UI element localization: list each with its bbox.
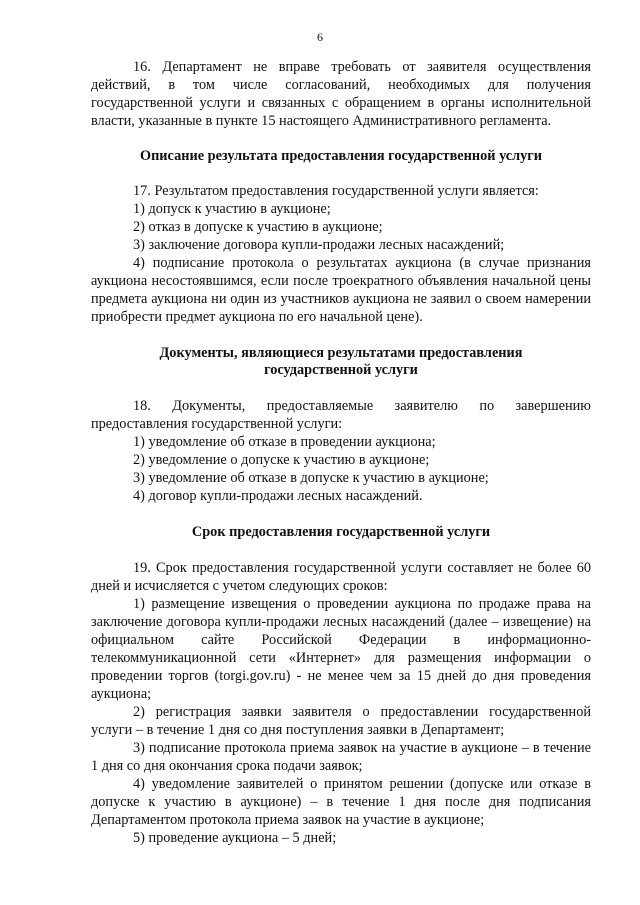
term-item-5: 5) проведение аукциона – 5 дней; bbox=[133, 830, 337, 846]
paragraph-16: 16. Департамент не вправе требовать от заявителя осуществления действий, в том числе согласований, необходимых для получения государственной услуги и связанных с обращением в органы исполнительной власти, указанные в пункте 15 настоящего Административного регламента. bbox=[91, 59, 591, 129]
heading-documents-line-1: Документы, являющиеся результатами предоставления bbox=[159, 345, 523, 361]
document-item-3: 3) уведомление об отказе в допуске к участию в аукционе; bbox=[133, 470, 489, 486]
term-item-1: 1) размещение извещения о проведении аукциона по продаже права на заключение договора купли-продажи лесных насаждений (далее – извещение) на официальном сайте Российской Федерации в информационно-телекоммуникационной сети «Интернет» для размещения информации о проведении торгов (torgi.gov.ru) - не менее чем за 15 дней до дня проведения аукциона; bbox=[91, 596, 591, 702]
document-item-1: 1) уведомление об отказе в проведении аукциона; bbox=[133, 434, 436, 450]
term-item-3: 3) подписание протокола приема заявок на участие в аукционе – в течение 1 дня со дня окончания срока подачи заявок; bbox=[91, 740, 591, 774]
result-item-4: 4) подписание протокола о результатах аукциона (в случае признания аукциона несостоявшимся, если после троекратного объявления начальной цены предмета аукциона ни один из участников аукциона не заявил о своем намерении приобрести предмет аукциона по его начальной цене). bbox=[91, 255, 591, 325]
heading-documents-line-2: государственной услуги bbox=[264, 362, 418, 378]
page-number: 6 bbox=[317, 30, 323, 44]
paragraph-17: 17. Результатом предоставления государственной услуги является: bbox=[133, 183, 539, 199]
document-item-4: 4) договор купли-продажи лесных насаждений. bbox=[133, 488, 423, 504]
document-item-2: 2) уведомление о допуске к участию в аукционе; bbox=[133, 452, 430, 468]
result-item-3: 3) заключение договора купли-продажи лесных насаждений; bbox=[133, 237, 505, 253]
term-item-4: 4) уведомление заявителей о принятом решении (допуске или отказе в допуске к участию в аукционе) – в течение 1 дня после дня подписания Департаментом протокола приема заявок на участие в аукционе; bbox=[91, 776, 591, 828]
result-item-2: 2) отказ в допуске к участию в аукционе; bbox=[133, 219, 383, 235]
heading-service-term: Срок предоставления государственной услуги bbox=[191, 524, 491, 540]
document-body bbox=[91, 58, 591, 847]
term-item-2: 2) регистрация заявки заявителя о предоставлении государственной услуги – в течение 1 дня со дня поступления заявки в Департамент; bbox=[91, 704, 591, 738]
result-item-1: 1) допуск к участию в аукционе; bbox=[133, 201, 331, 217]
heading-result-description: Описание результата предоставления государственной услуги bbox=[139, 148, 543, 164]
paragraph-18: 18. Документы, предоставляемые заявителю по завершению предоставления государственной услуги: bbox=[91, 398, 591, 432]
paragraph-19: 19. Срок предоставления государственной услуги составляет не более 60 дней и исчисляется с учетом следующих сроков: bbox=[91, 560, 591, 594]
